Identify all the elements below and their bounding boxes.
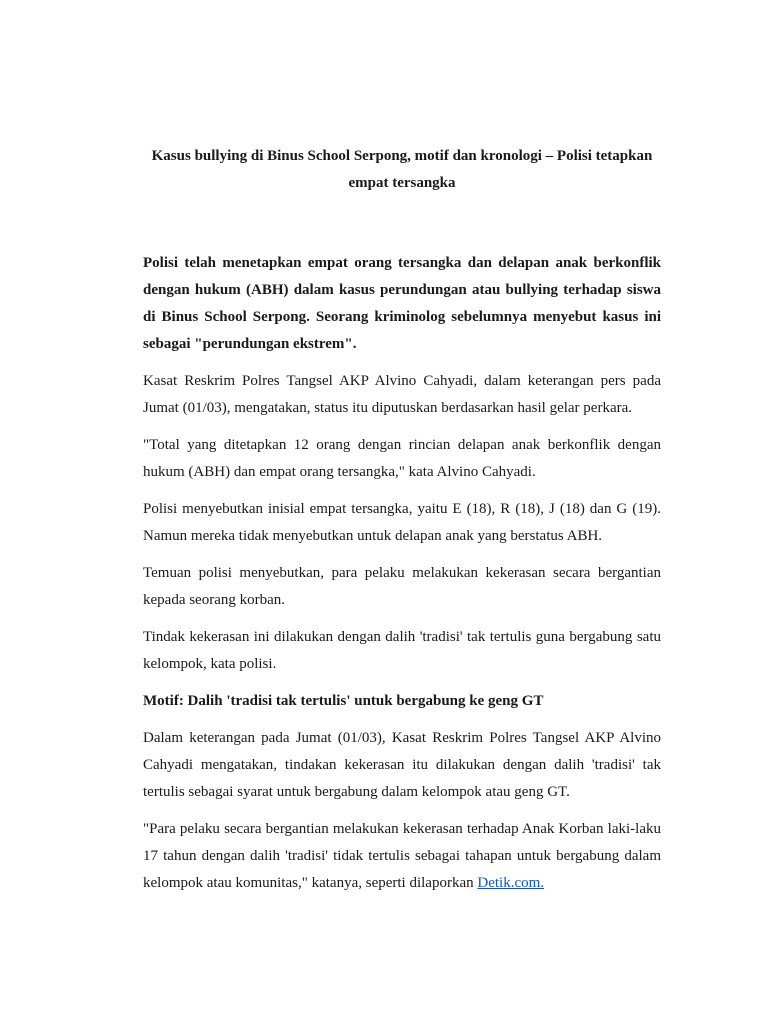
lead-paragraph: Polisi telah menetapkan empat orang tersangka dan delapan anak berkonflik dengan hukum (ABH) dalam kasus perundungan atau bullying terhadap siswa di Binus School Serpong. Seorang kriminolog sebelumnya menyebut kasus ini sebagai "perundungan ekstrem". bbox=[143, 255, 661, 352]
detik-link[interactable]: Detik.com. bbox=[477, 875, 545, 891]
document-title: Kasus bullying di Binus School Serpong, motif dan kronologi – Polisi tetapkan empat tersangka bbox=[151, 148, 653, 191]
section-paragraph-1: Dalam keterangan pada Jumat (01/03), Kasat Reskrim Polres Tangsel AKP Alvino Cahyadi mengatakan, tindakan kekerasan itu dilakukan dengan dalih 'tradisi' tak tertulis sebagai syarat untuk bergabung dalam kelompok atau geng GT. bbox=[143, 730, 661, 800]
body-paragraph-5: Tindak kekerasan ini dilakukan dengan dalih 'tradisi' tak tertulis guna bergabung satu kelompok, kata polisi. bbox=[143, 629, 661, 672]
quote-paragraph bbox=[143, 816, 661, 897]
body-paragraph-2: "Total yang ditetapkan 12 orang dengan rincian delapan anak berkonflik dengan hukum (ABH) dan empat orang tersangka," kata Alvino Cahyadi. bbox=[143, 437, 661, 480]
document-page bbox=[143, 143, 661, 907]
body-paragraph-1: Kasat Reskrim Polres Tangsel AKP Alvino Cahyadi, dalam keterangan pers pada Jumat (01/03), mengatakan, status itu diputuskan berdasarkan hasil gelar perkara. bbox=[143, 373, 661, 416]
body-paragraph-4: Temuan polisi menyebutkan, para pelaku melakukan kekerasan secara bergantian kepada seorang korban. bbox=[143, 565, 661, 608]
body-paragraph-3: Polisi menyebutkan inisial empat tersangka, yaitu E (18), R (18), J (18) dan G (19). Namun mereka tidak menyebutkan untuk delapan anak yang berstatus ABH. bbox=[143, 501, 661, 544]
section-heading: Motif: Dalih 'tradisi tak tertulis' untuk bergabung ke geng GT bbox=[143, 693, 544, 709]
quote-text: "Para pelaku secara bergantian melakukan kekerasan terhadap Anak Korban laki-laku 17 tahun dengan dalih 'tradisi' tidak tertulis sebagai tahapan untuk bergabung dalam kelompok atau komunitas," katanya, seperti dilaporkan bbox=[143, 821, 661, 891]
